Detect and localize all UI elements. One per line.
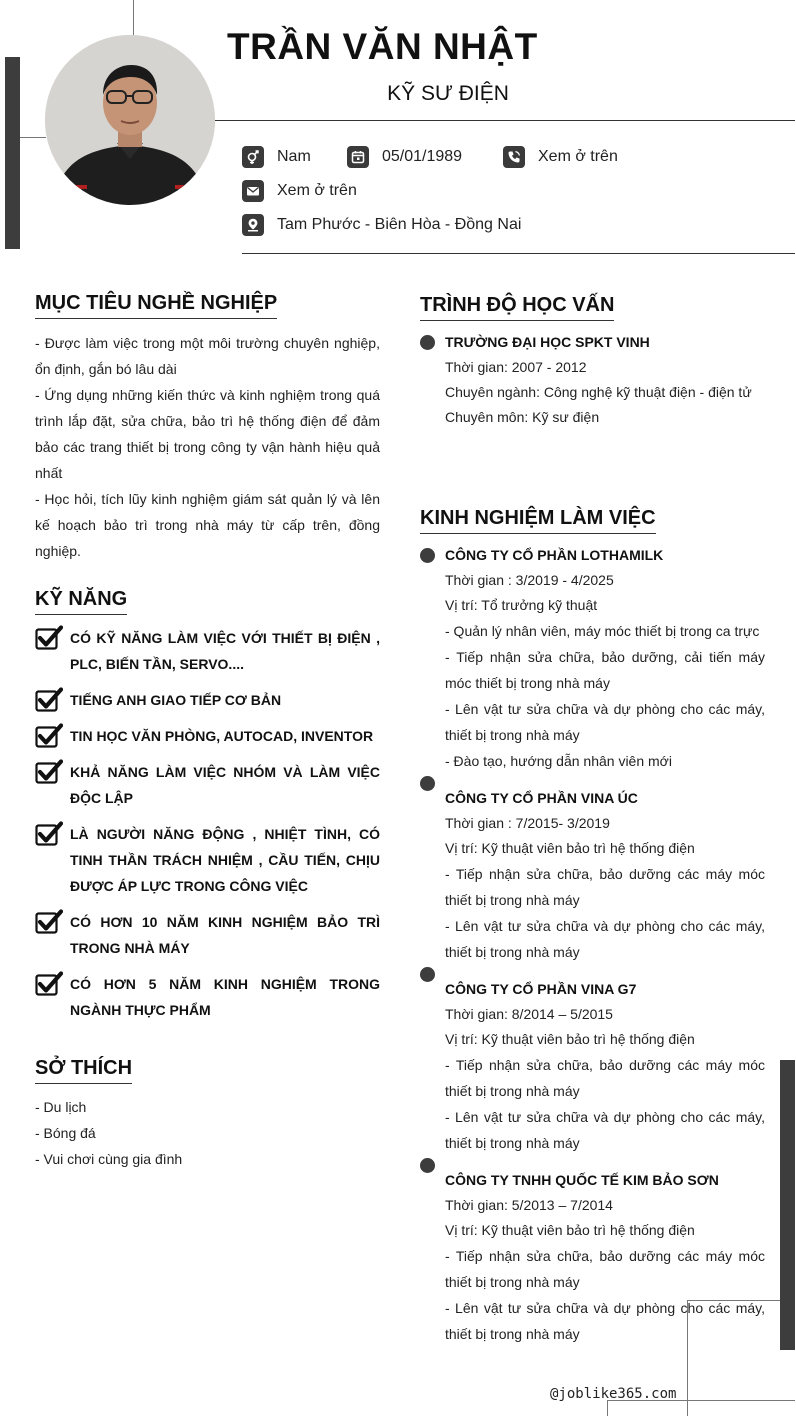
skill-item (35, 971, 380, 1023)
objective-title: MỤC TIÊU NGHỀ NGHIỆP (35, 292, 277, 319)
job-time: Thời gian : 3/2019 - 4/2025 (445, 572, 614, 588)
objective-text (35, 330, 380, 564)
timeline-dot (420, 776, 435, 791)
address-value: Tam Phước - Biên Hòa - Đồng Nai (277, 216, 522, 233)
info-birthday (347, 146, 462, 168)
job-time: Thời gian : 7/2015- 3/2019 (445, 815, 610, 831)
left-horizontal-line (20, 137, 46, 138)
skill-item (35, 723, 380, 749)
skill-text: TIN HỌC VĂN PHÒNG, AUTOCAD, INVENTOR (70, 728, 374, 744)
job-duty: - Tiếp nhận sửa chữa, bảo dưỡng, cải tiến máy móc thiết bị trong nhà máy (445, 649, 765, 691)
timeline-dot (420, 1158, 435, 1173)
checkbox-checked-icon (35, 909, 63, 935)
job-duty: - Tiếp nhận sửa chữa, bảo dưỡng các máy móc thiết bị trong nhà máy (445, 866, 765, 908)
job-position: Vị trí: Kỹ thuật viên bảo trì hệ thống điện (445, 840, 695, 856)
skill-item (35, 821, 380, 899)
birthday-value: 05/01/1989 (382, 148, 463, 165)
skill-item (35, 625, 380, 677)
education-title: TRÌNH ĐỘ HỌC VẤN (420, 294, 614, 321)
job-duty: - Đào tạo, hướng dẫn nhân viên mới (445, 753, 672, 769)
job-position: Vị trí: Tổ trưởng kỹ thuật (445, 597, 598, 613)
job-duty: - Tiếp nhận sửa chữa, bảo dưỡng các máy móc thiết bị trong nhà máy (445, 1057, 765, 1099)
phone-icon (503, 146, 525, 168)
location-pin-icon (242, 214, 264, 236)
job-entry (445, 1168, 765, 1347)
timeline-dot (420, 548, 435, 563)
top-vertical-line (133, 0, 134, 36)
info-address (242, 214, 521, 236)
company-name: CÔNG TY CỔ PHẦN LOTHAMILK (445, 547, 664, 563)
hobby-item: - Bóng đá (35, 1125, 96, 1141)
objective-line: - Ứng dụng những kiến thức và kinh nghiệm trong quá trình lắp đặt, sửa chữa, bảo trì hệ thống điện để đảm bảo các trang thiết bị trong công ty vận hành hiệu quả nhất (35, 387, 380, 481)
education-entry (445, 330, 765, 430)
info-gender (242, 146, 311, 168)
job-duty: - Lên vật tư sửa chữa và dự phòng cho các máy, thiết bị trong nhà máy (445, 1109, 765, 1151)
avatar (45, 35, 215, 205)
gender-icon (242, 146, 264, 168)
job-entry (445, 977, 765, 1156)
company-name: CÔNG TY CỔ PHẦN VINA ÚC (445, 790, 638, 806)
skill-text: CÓ KỸ NĂNG LÀM VIỆC VỚI THIẾT BỊ ĐIỆN , PLC, BIẾN TẦN, SERVO.... (70, 630, 380, 672)
hobby-item: - Vui chơi cùng gia đình (35, 1151, 183, 1167)
timeline-dot (420, 967, 435, 982)
info-email (242, 180, 357, 202)
company-name: CÔNG TY CỔ PHẦN VINA G7 (445, 981, 637, 997)
objective-line: - Học hỏi, tích lũy kinh nghiệm giám sát quản lý và lên kế hoạch bảo trì trong nhà máy từ cấp trên, đồng nghiệp. (35, 491, 380, 559)
job-position: Vị trí: Kỹ thuật viên bảo trì hệ thống điện (445, 1031, 695, 1047)
checkbox-checked-icon (35, 723, 63, 749)
job-entry (445, 543, 765, 774)
right-accent-bar (780, 1060, 795, 1350)
job-time: Thời gian: 5/2013 – 7/2014 (445, 1197, 613, 1213)
skill-text: TIẾNG ANH GIAO TIẾP CƠ BẢN (70, 692, 282, 708)
gender-value: Nam (277, 148, 311, 165)
hobby-item: - Du lịch (35, 1099, 87, 1115)
job-title: KỸ SƯ ĐIỆN (387, 82, 509, 105)
education-major: Chuyên ngành: Công nghệ kỹ thuật điện - điện tử (445, 384, 752, 400)
company-name: CÔNG TY TNHH QUỐC TẾ KIM BẢO SƠN (445, 1172, 719, 1188)
job-duty: - Lên vật tư sửa chữa và dự phòng cho các máy, thiết bị trong nhà máy (445, 1300, 765, 1342)
skill-text: CÓ HƠN 10 NĂM KINH NGHIỆM BẢO TRÌ TRONG NHÀ MÁY (70, 914, 380, 956)
education-time: Thời gian: 2007 - 2012 (445, 359, 587, 375)
experience-title: KINH NGHIỆM LÀM VIỆC (420, 507, 656, 534)
checkbox-checked-icon (35, 759, 63, 785)
skill-text: KHẢ NĂNG LÀM VIỆC NHÓM VÀ LÀM VIỆC ĐỘC LẬP (70, 764, 380, 806)
left-accent-bar (5, 57, 20, 249)
skill-item (35, 687, 380, 713)
skill-item (35, 759, 380, 811)
hobbies-list (35, 1094, 380, 1172)
job-time: Thời gian: 8/2014 – 5/2015 (445, 1006, 613, 1022)
skill-text: CÓ HƠN 5 NĂM KINH NGHIỆM TRONG NGÀNH THỰC PHẨM (70, 976, 380, 1018)
watermark: @joblike365.com (550, 1386, 677, 1402)
checkbox-checked-icon (35, 687, 63, 713)
header-divider (215, 120, 795, 121)
info-phone (503, 146, 618, 168)
email-value: Xem ở trên (277, 182, 357, 199)
checkbox-checked-icon (35, 821, 63, 847)
timeline-dot (420, 335, 435, 350)
job-duty: - Lên vật tư sửa chữa và dự phòng cho các máy, thiết bị trong nhà máy (445, 918, 765, 960)
education-specialty: Chuyên môn: Kỹ sư điện (445, 409, 600, 425)
job-duty: - Quản lý nhân viên, máy móc thiết bị trong ca trực (445, 623, 760, 639)
info-divider (242, 253, 795, 254)
skills-title: KỸ NĂNG (35, 588, 127, 615)
checkbox-checked-icon (35, 625, 63, 651)
job-duty: - Tiếp nhận sửa chữa, bảo dưỡng các máy móc thiết bị trong nhà máy (445, 1248, 765, 1290)
candidate-name: TRẦN VĂN NHẬT (227, 26, 538, 67)
envelope-icon (242, 180, 264, 202)
skill-item (35, 909, 380, 961)
calendar-icon (347, 146, 369, 168)
corner-line-v2 (607, 1400, 608, 1416)
skill-text: LÀ NGƯỜI NĂNG ĐỘNG , NHIỆT TÌNH, CÓ TINH THẦN TRÁCH NHIỆM , CẦU TIẾN, CHỊU ĐƯỢC ÁP LỰC TRONG CÔNG VIỆC (70, 826, 380, 894)
job-entry (445, 786, 765, 965)
job-duty: - Lên vật tư sửa chữa và dự phòng cho các máy, thiết bị trong nhà máy (445, 701, 765, 743)
job-position: Vị trí: Kỹ thuật viên bảo trì hệ thống điện (445, 1222, 695, 1238)
hobbies-title: SỞ THÍCH (35, 1057, 132, 1084)
objective-line: - Được làm việc trong một môi trường chuyên nghiệp, ổn định, gắn bó lâu dài (35, 335, 380, 377)
phone-value: Xem ở trên (538, 148, 618, 165)
school-name: TRƯỜNG ĐẠI HỌC SPKT VINH (445, 334, 650, 350)
checkbox-checked-icon (35, 971, 63, 997)
avatar-portrait (45, 35, 215, 205)
